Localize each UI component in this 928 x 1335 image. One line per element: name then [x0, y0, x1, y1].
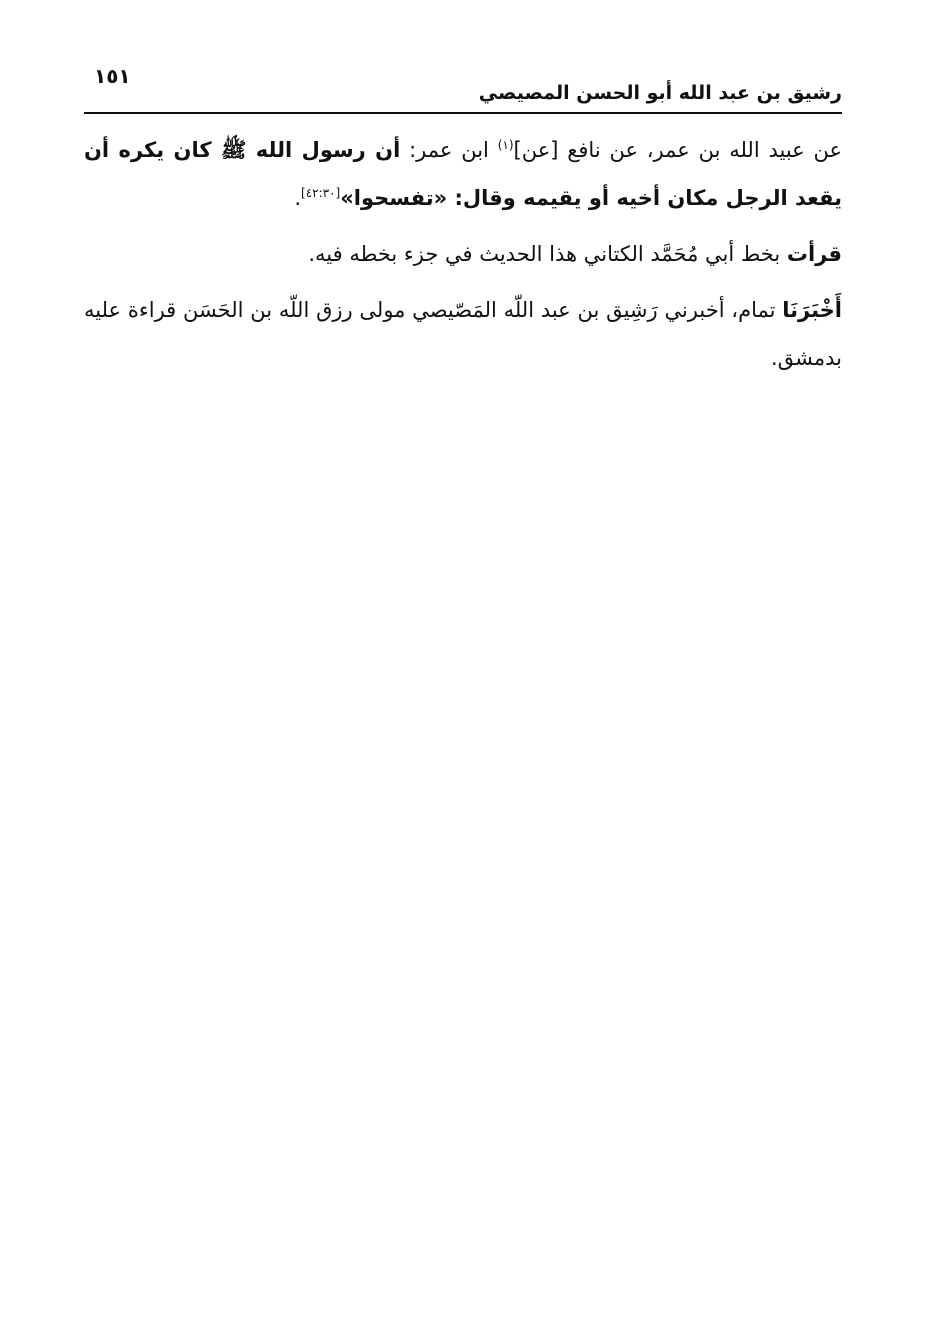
page-number: ١٥١ [94, 64, 131, 88]
transmission-text: تمام، أخبرني رَشِيق بن عبد اللّه المَصّيصي مولى رزق اللّه بن الحَسَن قراءة عليه بدمشق. [84, 298, 842, 370]
paragraph-reading-note [84, 230, 842, 278]
paragraph-transmission [84, 286, 842, 382]
hadith-matn: أن رسول الله ﷺ كان يكره أن يقعد الرجل مكان أخيه أو يقيمه وقال: «تفسحوا» [84, 138, 842, 210]
footnote-ref: (١) [497, 138, 514, 152]
isnad-text-2: ابن عمر: [400, 138, 498, 162]
isnad-text: عن عبيد الله بن عمر، عن نافع [عن] [513, 138, 842, 162]
lead-word: قرأت [786, 242, 842, 266]
main-text [84, 126, 842, 382]
reading-note-text: بخط أبي مُحَمَّد الكتاني هذا الحديث في جزء بخطه فيه. [308, 242, 787, 266]
paragraph-hadith [84, 126, 842, 222]
running-title: رشيق بن عبد الله أبو الحسن المصيصي [478, 82, 842, 104]
header-divider [84, 112, 842, 114]
page-header [84, 62, 842, 114]
period: . [294, 186, 301, 210]
lead-word: أَخْبَرَنَا [782, 298, 842, 322]
source-ref: [٤٢:٣٠] [301, 186, 341, 200]
